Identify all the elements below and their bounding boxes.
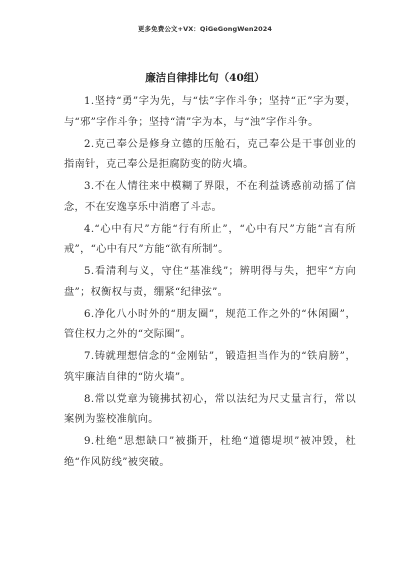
document-body xyxy=(64,92,356,475)
paragraph-5: 5.看清利与义，守住“基准线”；辨明得与失，把牢“方向盘”；权衡权与责，绷紧“纪律弦”。 xyxy=(64,266,356,298)
paragraph-1: 1.坚持“勇”字为先，与“怯”字作斗争；坚持“正”字为要，与“邪”字作斗争；坚持“清”字为本，与“浊”字作斗争。 xyxy=(64,96,356,128)
paragraph-9: 9.杜绝“思想缺口”被撕开，杜绝“道德堤坝”被冲毁，杜绝“作风防线”被突破。 xyxy=(64,436,356,468)
paragraph-8: 8.常以党章为镜拂拭初心，常以法纪为尺丈量言行，常以案例为鉴校准航向。 xyxy=(64,393,356,425)
paragraph-2: 2.克己奉公是修身立德的压舱石，克己奉公是干事创业的指南针，克己奉公是拒腐防变的防火墙。 xyxy=(64,138,356,170)
paragraph-7: 7.铸就理想信念的“金刚钻”，锻造担当作为的“铁肩膀”，筑牢廉洁自律的“防火墙”。 xyxy=(64,351,356,383)
paragraph-3: 3.不在人情往来中模糊了界限，不在利益诱惑前动摇了信念，不在安逸享乐中消磨了斗志。 xyxy=(64,181,356,213)
paragraph-6: 6.净化八小时外的“朋友圈”，规范工作之外的“休闲圈”，管住权力之外的“交际圈”。 xyxy=(64,308,356,340)
paragraph-4: 4.“心中有尺”方能“行有所止”，“心中有尺”方能“言有所戒”，“心中有尺”方能“欲有所制”。 xyxy=(64,223,356,255)
document-title: 廉洁自律排比句（40组） xyxy=(145,72,265,84)
promo-header: 更多免费公文+VX：QiGeGongWen2024 xyxy=(137,25,273,33)
